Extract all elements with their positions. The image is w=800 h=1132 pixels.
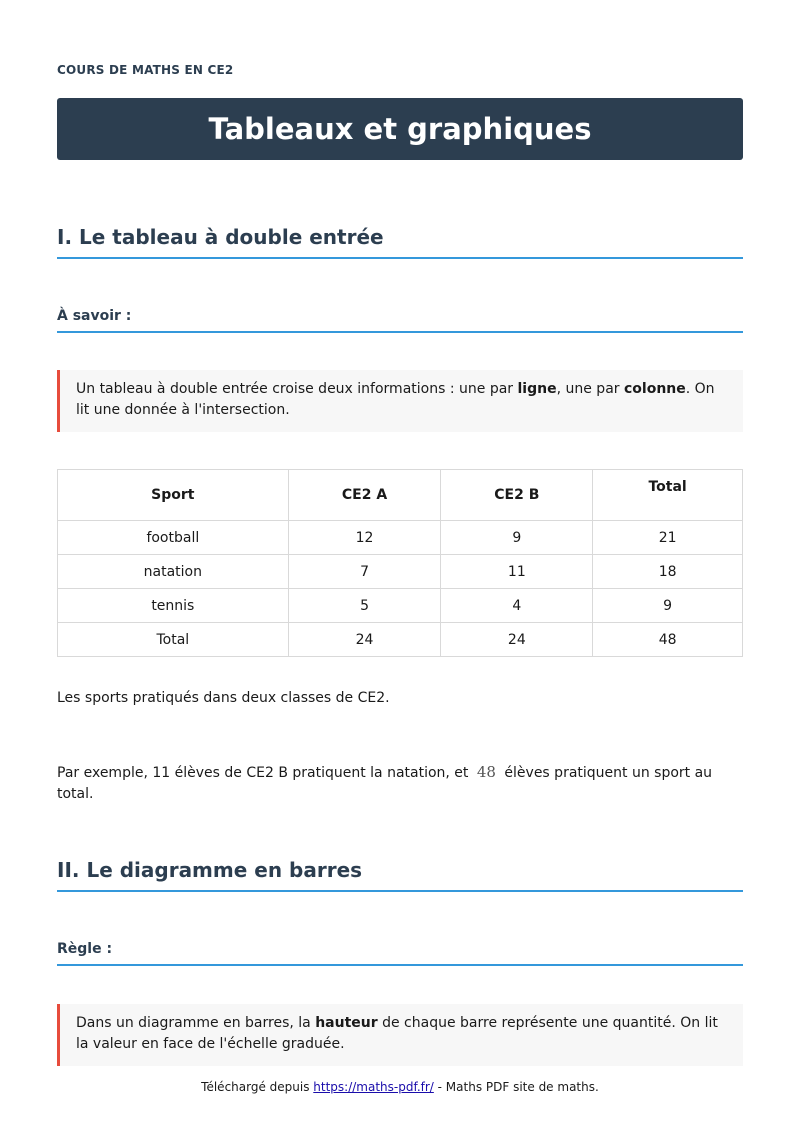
table-row-total [58, 623, 743, 657]
example-text: Par exemple, 11 élèves de CE2 B pratiquent la natation, et [57, 765, 473, 781]
footer-suffix: - Maths PDF site de maths. [433, 1080, 599, 1094]
table-cell: 4 [441, 589, 593, 623]
table-row [58, 555, 743, 589]
table-cell: 7 [288, 555, 441, 589]
callout-definition [57, 370, 743, 432]
table-cell: 11 [441, 555, 593, 589]
callout-bold-hauteur: hauteur [315, 1015, 378, 1031]
table-header-cell: CE2 A [288, 470, 441, 521]
page-title: Tableaux et graphiques [208, 112, 592, 146]
sports-table [57, 469, 743, 657]
example-text: élèves pratiquent un sport au total. [57, 765, 713, 802]
table-cell: Total [58, 623, 289, 657]
callout-bold-ligne: ligne [517, 381, 557, 397]
table-caption: Les sports pratiqués dans deux classes de CE2. [57, 690, 390, 706]
callout-text: Un tableau à double entrée croise deux informations : une par [76, 381, 518, 397]
table-header-row [58, 470, 743, 521]
table-cell: 12 [288, 521, 441, 555]
table-cell: natation [58, 555, 289, 589]
subheading-a-savoir: À savoir : [57, 308, 743, 333]
table-row [58, 521, 743, 555]
table-header-cell: CE2 B [441, 470, 593, 521]
math-value: 48 [476, 763, 496, 781]
callout-text: , une par [556, 381, 624, 397]
course-label: COURS DE MATHS EN CE2 [57, 63, 234, 77]
callout-rule [57, 1004, 743, 1066]
table-cell: tennis [58, 589, 289, 623]
footer [0, 1080, 800, 1094]
callout-text: . On lit une donnée à l'intersection. [76, 381, 715, 418]
table-cell: 5 [288, 589, 441, 623]
table-header-cell: Sport [58, 470, 289, 521]
table-cell: 48 [593, 623, 743, 657]
table-cell: 9 [593, 589, 743, 623]
table-cell: 9 [441, 521, 593, 555]
footer-link[interactable]: https://maths-pdf.fr/ [313, 1080, 434, 1094]
example-paragraph [57, 762, 743, 805]
table-header-cell: Total [593, 470, 743, 521]
footer-prefix: Téléchargé depuis [201, 1080, 314, 1094]
title-banner [57, 98, 743, 160]
table-row [58, 589, 743, 623]
table-cell: 24 [288, 623, 441, 657]
callout-text: de chaque barre représente une quantité. On lit la valeur en face de l'échelle graduée. [76, 1015, 718, 1052]
section-heading-tableau: I. Le tableau à double entrée [57, 225, 743, 259]
table-cell: 21 [593, 521, 743, 555]
table-cell: 18 [593, 555, 743, 589]
table-cell: 24 [441, 623, 593, 657]
table-cell: football [58, 521, 289, 555]
subheading-regle: Règle : [57, 941, 743, 966]
callout-bold-colonne: colonne [623, 381, 686, 397]
section-heading-diagramme: II. Le diagramme en barres [57, 858, 743, 892]
callout-text: Dans un diagramme en barres, la [76, 1015, 316, 1031]
